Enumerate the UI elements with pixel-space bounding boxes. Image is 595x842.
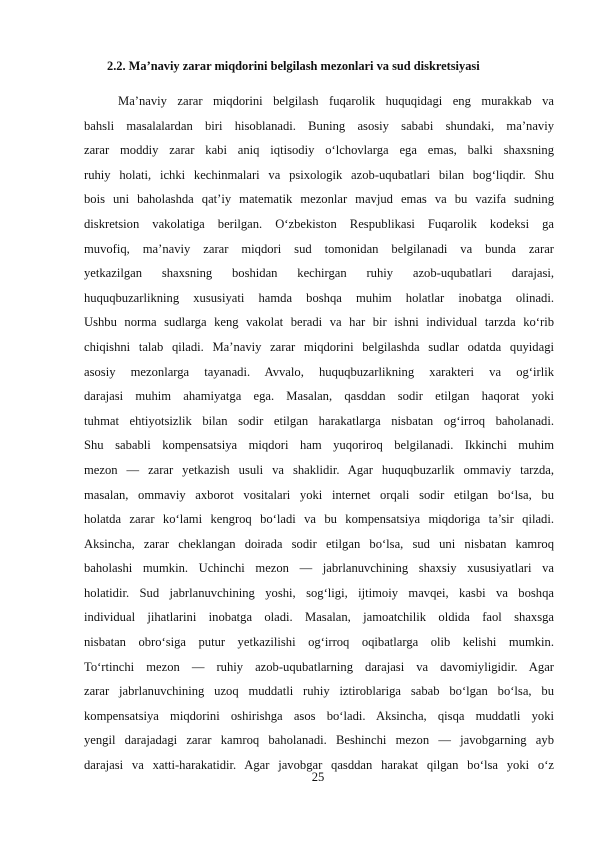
text-line: muvofiq, ma’naviy zarar miqdori sud tomonidan belgilanadi va bunda zarar (84, 241, 554, 256)
text-line: darajasi va xatti-harakatidir. Agar javobgar qasddan harakat qilgan bo‘lsa yoki o‘z (84, 758, 554, 773)
text-line: Ma’naviy zarar miqdorini belgilash fuqarolik huquqidagi eng murakkab va (118, 94, 554, 108)
text-line: tuhmat ehtiyotsizlik bilan sodir etilgan harakatlarga nisbatan og‘irroq baholanadi. (84, 413, 554, 428)
text-line: chiqishni talab qiladi. Ma’naviy zarar miqdorini belgilashda sudlar odatda quyidagi (84, 339, 554, 354)
text-line: kompensatsiya miqdorini oshirishga asos bo‘ladi. Aksincha, qisqa muddatli yoki (84, 708, 554, 723)
text-line: yengil darajadagi zarar kamroq baholanadi. Beshinchi mezon — javobgarning ayb (84, 733, 554, 748)
text-line: zarar jabrlanuvchining uzoq muddatli ruhiy iztiroblariga sabab bo‘lgan bo‘lsa, bu (84, 684, 554, 699)
text-line: Ushbu norma sudlarga keng vakolat beradi va har bir ishni individual tarzda ko‘rib (84, 315, 554, 330)
text-line: darajasi muhim ahamiyatga ega. Masalan, qasddan sodir etilgan haqorat yoki (84, 389, 554, 404)
text-line: baholashi mumkin. Uchinchi mezon — jabrlanuvchining shaxsiy xususiyatlari va (84, 561, 554, 576)
text-line: nisbatan obro‘siga putur yetkazilishi og‘irroq oqibatlarga olib kelishi mumkin. (84, 635, 554, 650)
text-line: holatidir. Sud jabrlanuvchining yoshi, sog‘ligi, ijtimoiy mavqei, kasbi va boshqa (84, 585, 554, 600)
text-line: holatda zarar ko‘lami kengroq bo‘ladi va bu kompensatsiya miqdoriga ta’sir qiladi. (84, 512, 554, 527)
text-line: To‘rtinchi mezon — ruhiy azob-uqubatlarning darajasi va davomiyligidir. Agar (84, 659, 554, 674)
page-number: 25 (311, 770, 325, 784)
text-line: mezon — zarar yetkazish usuli va shaklidir. Agar huquqbuzarlik ommaviy tarzda, (84, 462, 554, 477)
text-line: Shu sababli kompensatsiya miqdori ham yuqoriroq belgilanadi. Ikkinchi muhim (84, 438, 554, 453)
text-line: diskretsion vakolatiga berilgan. O‘zbekiston Respublikasi Fuqarolik kodeksi ga (84, 216, 554, 231)
section-heading: 2.2. Ma’naviy zarar miqdorini belgilash mezonlari va sud diskretsiyasi (107, 59, 480, 73)
text-line: huquqbuzarlikning xususiyati hamda boshqa muhim holatlar inobatga olinadi. (84, 290, 554, 305)
text-line: masalan, ommaviy axborot vositalari yoki internet orqali sodir etilgan bo‘lsa, bu (84, 487, 554, 502)
text-line: bois uni baholashda qat’iy matematik mezonlar mavjud emas va bu vazifa sudning (84, 192, 554, 207)
body-paragraph (84, 89, 554, 778)
text-line: bahsli masalalardan biri hisoblanadi. Buning asosiy sababi shundaki, ma’naviy (84, 118, 554, 133)
text-line: yetkazilgan shaxsning boshidan kechirgan ruhiy azob-uqubatlari darajasi, (84, 266, 554, 281)
text-line: zarar moddiy zarar kabi aniq iqtisodiy o‘lchovlarga ega emas, balki shaxsning (84, 143, 554, 158)
text-line: Aksincha, zarar cheklangan doirada sodir etilgan bo‘lsa, sud uni nisbatan kamroq (84, 536, 554, 551)
text-line: individual jihatlarini inobatga oladi. Masalan, jamoatchilik oldida faol shaxsga (84, 610, 554, 625)
text-line: ruhiy holati, ichki kechinmalari va psixologik azob-uqubatlari bilan bog‘liqdir. Shu (84, 167, 554, 182)
text-line: asosiy mezonlarga tayanadi. Avvalo, huquqbuzarlikning xarakteri va og‘irlik (84, 364, 554, 379)
